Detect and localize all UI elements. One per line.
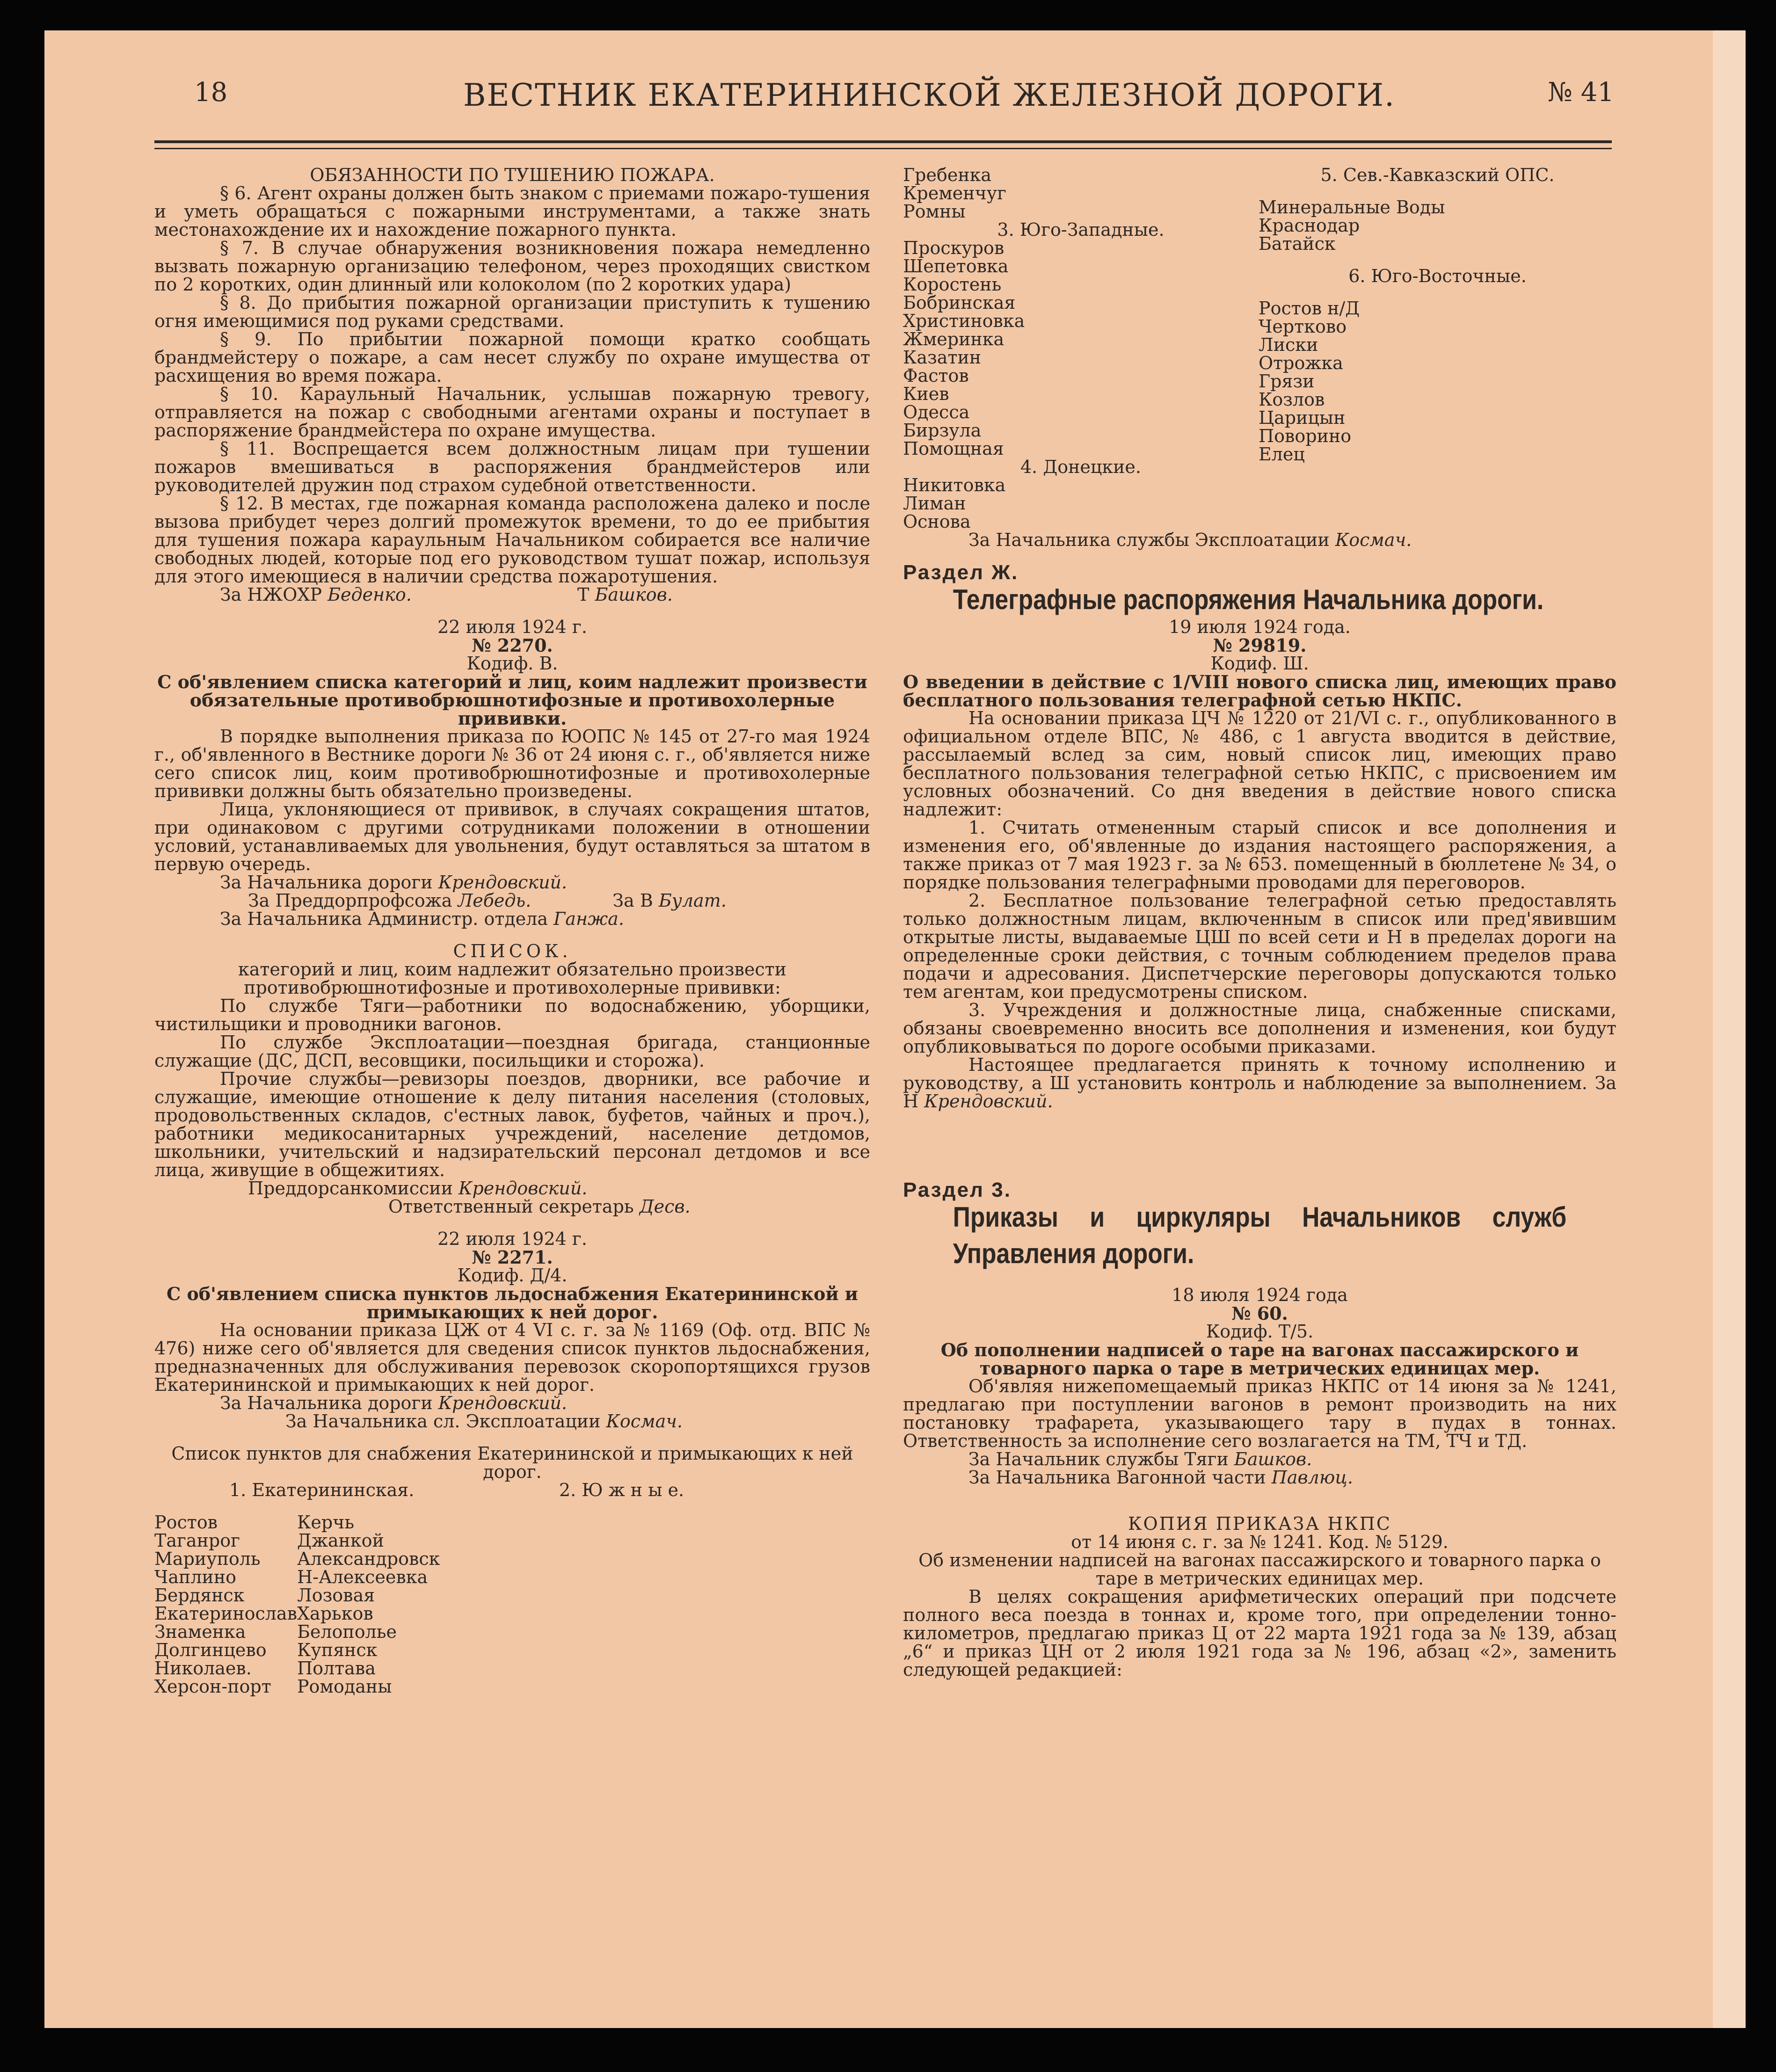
list-item: Краснодар <box>1259 215 1360 236</box>
list-item: Фастов <box>903 365 969 386</box>
paragraph: § 12. В местах, где пожарная команда расположена далеко и после вызова прибудет через долгий промежуток времени, то до ее прибытия для тушения пожара караульным Начальником собирается все наличие свободных людей, которые под его руководством тушат пожар, используя для этого имеющиеся в наличии средства пожаротушения. <box>154 493 870 587</box>
points-list-south-cont <box>903 166 1259 221</box>
order-date: 18 июля 1924 года <box>1172 1285 1348 1305</box>
list-subtitle: категорий и лиц, коим надлежит обязательно произвести противобрюшнотифозные и противохолерные прививки: <box>238 959 787 998</box>
paragraph: § 11. Воспрещается всем должностным лицам при тушении пожаров вмешиваться в распоряжения брандмейстеров или руководителей дружин под страхом судебной ответственности. <box>154 438 870 495</box>
header-rule-thin <box>154 148 1612 149</box>
order-subject: С об'явлением списка категорий и лиц, коим надлежит произвести обязательные противобрюшнотифозные и противохолерные прививки. <box>157 671 867 729</box>
order-code: Кодиф. Д/4. <box>457 1265 568 1286</box>
points-list-ekaterininskaya <box>154 1513 297 1696</box>
paragraph: По службе Тяги—работники по водоснабжению, уборщики, чистильщики и проводники вагонов. <box>154 996 870 1034</box>
list-item: Александровск <box>297 1549 440 1569</box>
list-item: Поворино <box>1259 426 1352 446</box>
points-lists <box>154 1513 870 1696</box>
points-list-southwest <box>903 239 1259 458</box>
signature-line: За Начальник службы Тяги Башков. <box>968 1449 1312 1469</box>
page-header <box>112 77 1614 129</box>
list-item: Киев <box>903 384 949 404</box>
list-item: Таганрог <box>154 1530 240 1551</box>
order-code: Кодиф. В. <box>466 653 558 674</box>
list-item: Херсон-порт <box>154 1676 271 1697</box>
signature-line: Ответственный секретарь Десв. <box>388 1196 691 1217</box>
copy-subject: Об изменении надписей на вагонах пассажирского и товарного парка о таре в метрических единицах мер. <box>918 1550 1601 1589</box>
signature-line: За Начальника дороги Крендовский. <box>220 872 568 893</box>
points-list-donetsk <box>903 476 1259 531</box>
list-item: Отрожка <box>1259 353 1343 373</box>
points-list-north-caucasus <box>1259 198 1616 253</box>
copy-subtitle: от 14 июня с. г. за № 1241. Код. № 5129. <box>1071 1532 1448 1552</box>
list-item: Одесса <box>903 402 970 422</box>
right-column <box>903 166 1616 1679</box>
list-item: Бирзула <box>903 420 982 441</box>
paragraph: Об'являя нижепомещаемый приказ НКПС от 14 июня за № 1241, предлагаю при поступлении вагонов в ремонт производить на них постановку трафарета, указывающего тару в пудах в тоннах. Ответственность за исполнение сего возлагается на ТМ, ТЧ и ТД. <box>903 1376 1616 1451</box>
section-label: Раздел 3. <box>903 1178 1012 1201</box>
list-item: Козлов <box>1259 389 1325 410</box>
list-item: Минеральные Воды <box>1259 197 1445 218</box>
paragraph: § 10. Караульный Начальник, услышав пожарную тревогу, отправляется на пожар с свободными агентами охраны и поступает в распоряжение брандмейстера по охране имущества. <box>154 384 870 441</box>
list-item: Полтава <box>297 1658 376 1679</box>
paragraph: § 7. В случае обнаружения возникновения пожара немедленно вызвать пожарную организацию телефоном, через проходящих свистком по 2 коротких, один длинный или колоколом (по 2 коротких удара) <box>154 238 870 295</box>
list-title: СПИСОК. <box>453 941 572 961</box>
order-number: № 60. <box>1231 1303 1288 1324</box>
list-item: Грязи <box>1259 371 1315 392</box>
paragraph: Настоящее предлагается принять к точному исполнению и руководству, а Ш установить контроль и наблюдение за выполнением. За Н Крендовский. <box>903 1054 1616 1112</box>
list-item: Батайск <box>1259 233 1336 254</box>
list-item: Жмеринка <box>903 329 1004 349</box>
points-heading: 3. Юго-Западные. <box>997 219 1165 240</box>
list-item: Екатеринослав <box>154 1603 297 1624</box>
paragraph: По службе Эксплоатации—поездная бригада, станционные служащие (ДС, ДСП, весовщики, посильщики и сторожа). <box>154 1032 870 1071</box>
list-item: Ростов <box>154 1512 218 1533</box>
signature-line: За Начальника Администр. отдела Ганжа. <box>220 909 624 929</box>
list-item: Христиновка <box>903 311 1025 331</box>
order-code: Кодиф. Т/5. <box>1206 1321 1314 1342</box>
list-item: Чертково <box>1259 316 1347 337</box>
points-heading: 6. Юго-Восточные. <box>1348 266 1527 286</box>
list-item: Проскуров <box>903 238 1004 258</box>
paragraph: 3. Учреждения и должностные лица, снабженные списками, обязаны своевременно вносить все дополнения и изменения, кои будут опубликовываться по дороге особыми приказами. <box>903 1000 1616 1057</box>
order-date: 22 июля 1924 г. <box>437 617 587 637</box>
points-list-south <box>297 1513 440 1696</box>
list-item: Чаплино <box>154 1567 237 1587</box>
list-item: Ростов н/Д <box>1259 298 1360 319</box>
list-item: Харьков <box>297 1603 373 1624</box>
page-edge <box>1713 30 1746 2028</box>
list-item: Елец <box>1259 444 1305 465</box>
masthead-title: ВЕСТНИК ЕКАТЕРИНИНСКОЙ ЖЕЛЕЗНОЙ ДОРОГИ. <box>463 77 1396 113</box>
paragraph: § 9. По прибытии пожарной помощи кратко сообщать брандмейстеру о пожаре, а сам несет службу по охране имущества от расхищения во время пожара. <box>154 329 870 386</box>
paragraph: Прочие службы—ревизоры поездов, дворники, все рабочие и служащие, имеющие отношение к делу питания населения (столовых, продовольственных складов, с'естных лавок, буфетов, чайных и проч.), работники медикосанитарных учреждений, население детдомов, школьники, учительский и надзирательский персонал детдомов и все лица, живущие в общежитиях. <box>154 1069 870 1180</box>
points-intro: Список пунктов для снабжения Екатерининской и примыкающих к ней дорог. <box>171 1443 853 1482</box>
list-item: Шепетовка <box>903 256 1009 276</box>
list-item: Керчь <box>297 1512 355 1533</box>
order-date: 19 июля 1924 года. <box>1169 617 1351 637</box>
signature-line: За Начальника сл. Эксплоатации Космач. <box>285 1411 683 1432</box>
paragraph: В порядке выполнения приказа по ЮОПС № 145 от 27-го мая 1924 г., об'явленного в Вестнике дороги № 36 от 24 июня с. г., об'является ниже сего список лиц, коим противобрюшнотифозные и противохолерные прививки должны быть обязательно произведены. <box>154 726 870 801</box>
list-item: Никитовка <box>903 475 1006 495</box>
list-item: Н-Алексеевка <box>297 1567 428 1587</box>
list-item: Гребенка <box>903 165 992 185</box>
order-number: № 2271. <box>472 1247 553 1268</box>
copy-title: КОПИЯ ПРИКАЗА НКПС <box>1128 1513 1391 1534</box>
paragraph: 1. Считать отмененным старый список и все дополнения и изменения его, об'явленные до издания настоящего распоряжения, а также приказ от 7 мая 1923 г. за № 653. помещенный в бюллетене № 34, о порядке пользования телеграфными проводами для переговоров. <box>903 817 1616 893</box>
signature-line: За Начальника Вагонной части Павлюц. <box>968 1467 1353 1488</box>
order-subject: С об'явлением списка пунктов льдоснабжения Екатерининской и примыкающих к ней дорог. <box>166 1283 858 1323</box>
list-item: Джанкой <box>297 1530 384 1551</box>
section-label: Раздел Ж. <box>903 561 1019 584</box>
section-title: Телеграфные распоряжения Начальника дороги. <box>953 584 1544 615</box>
list-item: Николаев. <box>154 1658 252 1679</box>
list-item: Белополье <box>297 1621 397 1642</box>
points-headings <box>154 1481 870 1499</box>
paragraph: § 6. Агент охраны должен быть знаком с приемами пожаро-тушения и уметь обращаться с пожарными инструментами, а также знать местонахождение их и нахождение пожарного пункта. <box>154 183 870 240</box>
points-list-southeast <box>1259 299 1616 464</box>
signature-line: За Начальника службы Эксплоатации Космач. <box>968 530 1412 550</box>
paragraph: Лица, уклоняющиеся от прививок, в случаях сокращения штатов, при одинаковом с другими сотрудниками положении в отношении условий, устанавливаемых для увольнения, будут оставляться за штатом в первую очередь. <box>154 799 870 874</box>
list-item: Кременчуг <box>903 183 1006 204</box>
order-code: Кодиф. Ш. <box>1210 653 1309 674</box>
list-item: Казатин <box>903 347 982 368</box>
signature-line: За Преддорпрофсожа Лебедь. За В Булат. <box>248 890 727 911</box>
list-item: Ромны <box>903 201 966 222</box>
issue-number: № 41 <box>1547 77 1614 108</box>
header-rule <box>154 140 1612 143</box>
points-heading: 5. Сев.-Кавказский ОПС. <box>1320 165 1555 185</box>
list-item: Царицын <box>1259 407 1346 428</box>
paragraph: В целях сокращения арифметических операций при подсчете полного веса поезда в тоннах и, кроме того, при определении тонно-километров, предлагаю приказ Ц от 22 марта 1921 года за № 139, абзац „6“ и приказ ЦН от 2 июля 1921 года за № 196, абзац «2», заменить следующей редакцией: <box>903 1586 1616 1680</box>
paragraph: 2. Бесплатное пользование телеграфной сетью предоставлять только должностным лицам, включенным в список или пред'явившим открытые листы, выдаваемые ЦШ по всей сети и Н в пределах дороги на определенные сроки действия, с точным соблюдением пределов права подачи и адресования. Диспетчерские переговоры допускаются только тем агентам, кои предусмотрены списком. <box>903 890 1616 1002</box>
list-item: Мариуполь <box>154 1549 261 1569</box>
points-heading: 4. Донецкие. <box>1020 457 1141 477</box>
paragraph: § 8. До прибытия пожарной организации приступить к тушению огня имеющимися под руками средствами. <box>154 292 870 331</box>
list-item: Помощная <box>903 438 1004 459</box>
list-item: Коростень <box>903 274 1002 295</box>
list-item: Лиски <box>1259 334 1318 355</box>
list-item: Бердянск <box>154 1585 245 1606</box>
points-heading-2: 2. Ю ж н ы е. <box>559 1480 684 1500</box>
list-item: Долгинцево <box>154 1640 267 1660</box>
order-number: № 2270. <box>472 635 553 656</box>
order-number: № 29819. <box>1213 635 1307 656</box>
points-continued <box>903 166 1616 531</box>
left-column <box>154 166 870 1696</box>
order-subject: Об пополнении надписей о таре на вагонах пассажирского и товарного парка о таре в метрических единицах мер. <box>940 1339 1579 1379</box>
order-date: 22 июля 1924 г. <box>437 1229 587 1249</box>
list-item: Знаменка <box>154 1621 246 1642</box>
signature-line: За НЖОХР Беденко. Т Башков. <box>220 584 673 605</box>
section-heading: ОБЯЗАННОСТИ ПО ТУШЕНИЮ ПОЖАРА. <box>310 165 715 185</box>
list-item: Ромоданы <box>297 1676 392 1697</box>
points-heading-1: 1. Екатерининская. <box>229 1480 415 1500</box>
signature-line: За Начальника дороги Крендовский. <box>220 1393 568 1413</box>
list-item: Лозовая <box>297 1585 375 1606</box>
paragraph: На основании приказа ЦЖ от 4 VI с. г. за № 1169 (Оф. отд. ВПС № 476) ниже сего об'является для сведения список пунктов льдоснабжения, предназначенных для обслуживания перевозок скоропортящихся грузов Екатерининской и примыкающих к ней дорог. <box>154 1320 870 1395</box>
list-item: Бобринская <box>903 292 1016 313</box>
section-title: Приказы и циркуляры Начальников служб Управления дороги. <box>953 1201 1567 1269</box>
list-item: Лиман <box>903 493 966 514</box>
order-subject: О введении в действие с 1/VIII нового списка лиц, имеющих право бесплатного пользования телеграфной сетью НКПС. <box>903 671 1616 711</box>
signature-line: Преддорсанкомиссии Крендовский. <box>248 1178 588 1199</box>
page-number: 18 <box>194 77 228 108</box>
list-item: Основа <box>903 511 971 532</box>
list-item: Купянск <box>297 1640 378 1660</box>
paragraph: На основании приказа ЦЧ № 1220 от 21/VI с. г., опубликованного в официальном отделе ВПС, № 486, с 1 августа вводится в действие, рассылаемый вслед за сим, новый список лиц, имеющих право бесплатного пользования телеграфной сетью НКПС, с присвоением им условных обозначений. Со дня введения в действие нового списка надлежит: <box>903 708 1616 820</box>
